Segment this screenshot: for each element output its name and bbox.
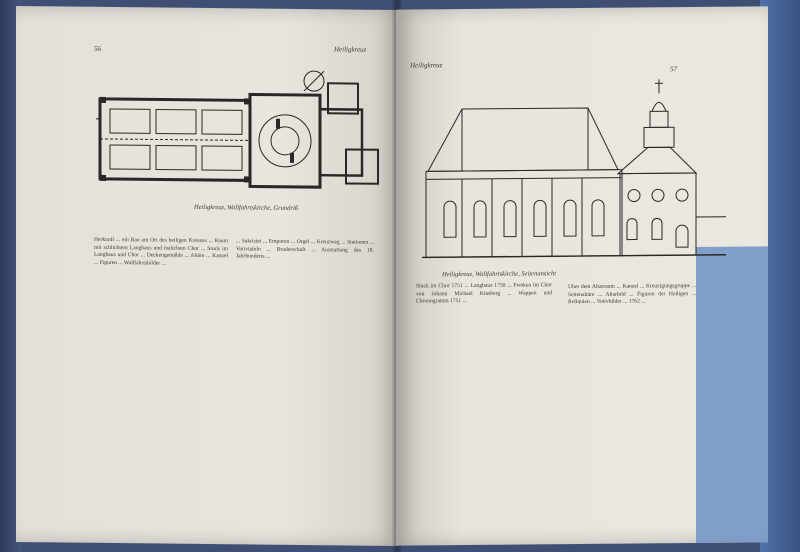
floor-plan-drawing <box>96 67 382 200</box>
left-column-2-paragraph: ... Sakristei ... Emporen ... Orgel ... Kreuzweg ... Stationen ... Votivtafeln ... Bruderschaft ... Ausstattung des 18. Jahrhunderts ... <box>236 238 374 260</box>
right-text-column-1 <box>416 282 552 509</box>
left-page <box>16 6 398 546</box>
left-page-number: 56 <box>94 44 101 53</box>
right-column-2-paragraph: Über dem Altarraum ... Kanzel ... Kreuzigungsgruppe ... Seitenaltäre ... Altarbild ... Figuren der Heiligen ... Reliquien ... Votivbilder ... 1762 ... <box>568 283 696 306</box>
left-text-column-2 <box>236 238 374 507</box>
right-page <box>396 6 768 545</box>
left-running-head: Heiligkreuz <box>334 45 367 54</box>
left-figure-caption: Heiligkreuz, Wallfahrtskirche, Grundriß <box>194 203 298 212</box>
right-text-column-2 <box>568 283 696 512</box>
church-facade-drawing <box>422 77 726 270</box>
left-column-1-paragraph: Herkunft ... ein Bau am Ort des heiligen Kreuzes ... Raum mit schlichtem Langhaus und östlichem Chor ... Stuck im Langhaus und Chor ... Deckengemälde ... Altäre ... Kanzel ... Figuren ... Wallfahrtsbilder ... <box>94 236 228 267</box>
blue-margin-band <box>696 246 768 545</box>
right-column-1-paragraph: Stuck im Chor 1751 ... Langhaus 1750 ... Fresken im Chor von Johann Michael Kinsberg ... Wappen und Chronogramm 1751 ... <box>416 282 552 305</box>
right-running-head: Heiligkreuz <box>410 61 443 70</box>
right-figure-caption: Heiligkreuz, Wallfahrtskirche, Seitenansicht <box>442 270 557 279</box>
right-page-number: 57 <box>670 65 677 74</box>
left-text-column-1 <box>94 237 228 508</box>
